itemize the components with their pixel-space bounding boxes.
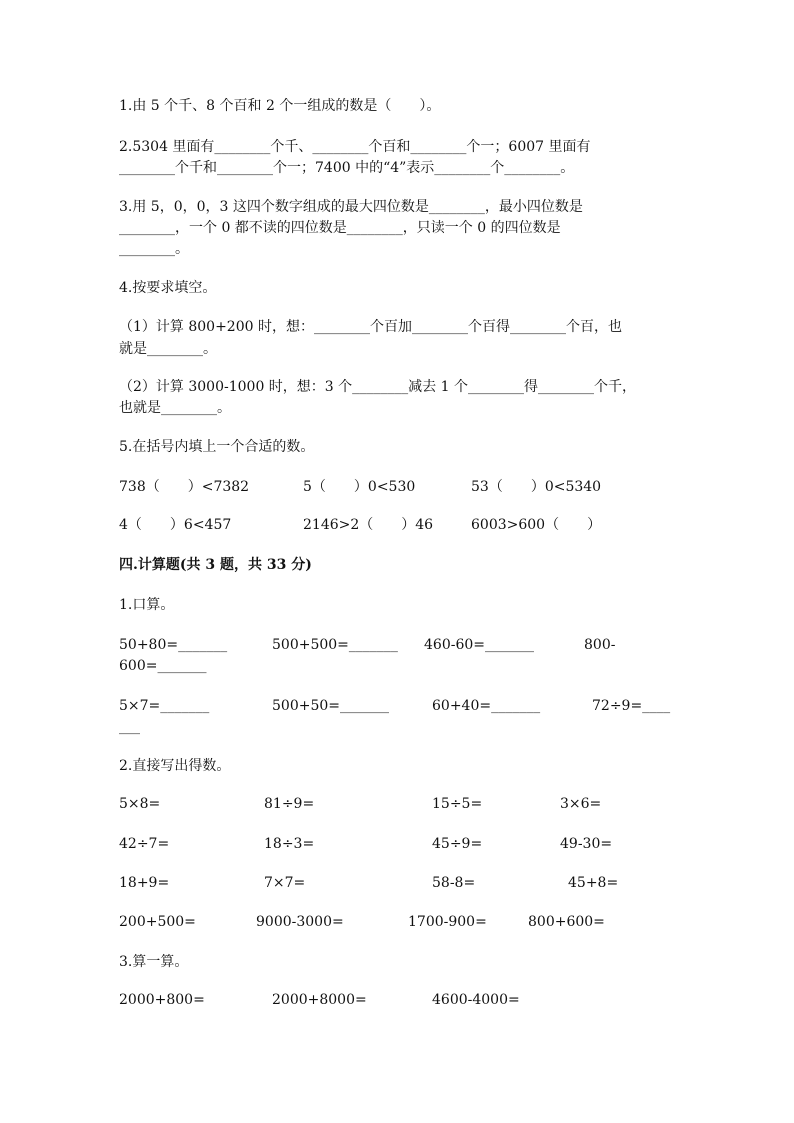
problem-1-row-2-item-2: 500+50=_______ <box>272 698 389 714</box>
question-3-line-1: 3.用 5，0，0，3 这四个数字组成的最大四位数是________，最小四位数是 <box>119 199 583 215</box>
question-2-line-2: ________个千和________个一；7400 中的“4”表示________个________。 <box>119 160 575 176</box>
question-5-row-2-item-2: 2146>2（ ）46 <box>303 517 434 533</box>
problem-1-row-2-wrap: ___ <box>119 719 140 735</box>
problem-2-row-1-item-1: 5×8= <box>119 796 161 812</box>
problem-1-row-2-item-1: 5×7=_______ <box>119 698 210 714</box>
question-4-title: 4.按要求填空。 <box>119 280 217 296</box>
question-4-part-2-line-1: （2）计算 3000-1000 时，想：3 个________减去 1 个________得________个千， <box>119 379 636 395</box>
problem-3-item-1: 2000+800= <box>119 992 205 1008</box>
problem-1-row-1-item-2: 500+500=_______ <box>272 637 398 653</box>
problem-2-row-3-item-2: 7×7= <box>264 875 306 891</box>
problem-1-row-2-item-3: 60+40=_______ <box>432 698 541 714</box>
problem-2-row-2-item-1: 42÷7= <box>119 836 170 852</box>
problem-1-row-1-wrap: 600=_______ <box>119 658 207 674</box>
problem-2-title: 2.直接写出得数。 <box>119 758 231 774</box>
problem-3-item-3: 4600-4000= <box>432 992 520 1008</box>
problem-2-row-3-item-3: 58-8= <box>432 875 476 891</box>
question-4-part-1-line-2: 就是________。 <box>119 341 217 357</box>
problem-2-row-3-item-1: 18+9= <box>119 875 170 891</box>
problem-1-row-1-item-1: 50+80=_______ <box>119 637 228 653</box>
problem-2-row-1-item-4: 3×6= <box>560 796 602 812</box>
problem-2-row-1-item-3: 15÷5= <box>432 796 483 812</box>
question-1: 1.由 5 个千、8 个百和 2 个一组成的数是（ ）。 <box>119 98 441 114</box>
question-3-line-3: ________。 <box>119 241 189 257</box>
question-5-row-1-item-2: 5（ ）0<530 <box>303 479 416 495</box>
problem-3-title: 3.算一算。 <box>119 954 189 970</box>
problem-2-row-2-item-2: 18÷3= <box>264 836 315 852</box>
problem-2-row-4-item-4: 800+600= <box>528 914 605 930</box>
problem-2-row-1-item-2: 81÷9= <box>264 796 315 812</box>
question-5-row-2-item-3: 6003>600（ ） <box>471 517 602 533</box>
question-5-row-1-item-3: 53（ ）0<5340 <box>471 479 602 495</box>
problem-2-row-4-item-1: 200+500= <box>119 914 196 930</box>
question-2-line-1: 2.5304 里面有________个千、________个百和________个一；6007 里面有 <box>119 139 591 155</box>
problem-1-title: 1.口算。 <box>119 597 175 613</box>
question-5-row-1-item-1: 738（ ）<7382 <box>119 479 250 495</box>
section-4-heading: 四.计算题(共 3 题，共 33 分) <box>119 557 312 573</box>
problem-1-row-1-item-4: 800- <box>584 637 616 653</box>
problem-2-row-2-item-3: 45÷9= <box>432 836 483 852</box>
problem-1-row-1-item-3: 460-60=_______ <box>424 637 534 653</box>
question-3-line-2: ________，一个 0 都不读的四位数是________，只读一个 0 的四位数是 <box>119 220 561 236</box>
problem-2-row-4-item-3: 1700-900= <box>408 914 487 930</box>
problem-2-row-2-item-4: 49-30= <box>560 836 613 852</box>
problem-2-row-3-item-4: 45+8= <box>568 875 619 891</box>
problem-3-item-2: 2000+8000= <box>272 992 367 1008</box>
question-4-part-1-line-1: （1）计算 800+200 时，想：________个百加________个百得________个百，也 <box>119 319 622 335</box>
problem-2-row-4-item-2: 9000-3000= <box>256 914 344 930</box>
question-5-title: 5.在括号内填上一个合适的数。 <box>119 439 315 455</box>
question-4-part-2-line-2: 也就是________。 <box>119 400 231 416</box>
question-5-row-2-item-1: 4（ ）6<457 <box>119 517 232 533</box>
problem-1-row-2-item-4: 72÷9=____ <box>592 698 671 714</box>
